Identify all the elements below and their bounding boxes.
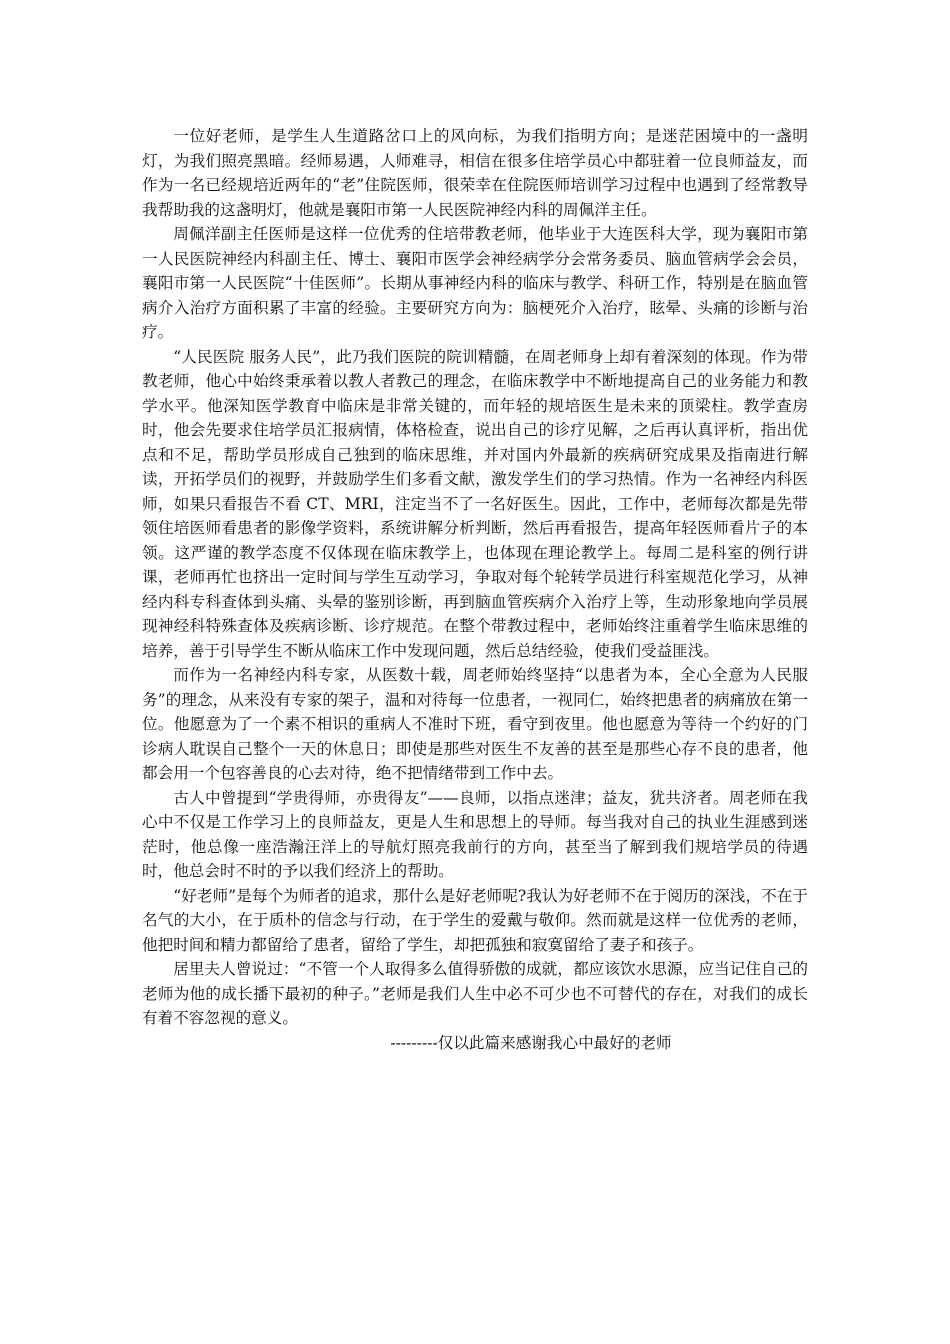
paragraph-conclusion: 居里夫人曾说过：“不管一个人取得多么值得骄傲的成就，都应该饮水思源，应当记住自己的老师为他的成长播下最初的种子。”老师是我们人生中必不可少也不可替代的存在，对我们的成长有着不容忽视的意义。 [142,960,808,1027]
paragraph-biography: 周佩洋副主任医师是这样一位优秀的住培带教老师，他毕业于大连医科大学，现为襄阳市第一人民医院神经内科副主任、博士、襄阳市医学会神经病学分会常务委员、脑血管病学会会员，襄阳市第一人民医院“十佳医师”。长期从事神经内科的临床与教学、科研工作，特别是在脑血管病介入治疗方面积累了丰富的经验。主要研究方向为：脑梗死介入治疗，眩晕、头痛的诊断与治疗。 [142,225,808,341]
paragraph-patient-care: 而作为一名神经内科专家，从医数十载，周老师始终坚持“以患者为本，全心全意为人民服务”的理念，从来没有专家的架子，温和对待每一位患者，一视同仁，始终把患者的病痛放在第一位。他愿意为了一个素不相识的重病人不准时下班，看守到夜里。他也愿意为等待一个约好的门诊病人耽误自己整个一天的休息日；即使是那些对医生不友善的甚至是那些心存不良的患者，他都会用一个包容善良的心去对待，绝不把情绪带到工作中去。 [142,666,808,782]
paragraph-mentor: 古人中曾提到“学贵得师，亦贵得友”——良师，以指点迷津；益友，犹共济者。周老师在我心中不仅是工作学习上的良师益友，更是人生和思想上的导师。每当我对自己的执业生涯感到迷茫时，他总像一座浩瀚汪洋上的导航灯照亮我前行的方向，甚至当了解到我们规培学员的待遇时，他总会时不时的予以我们经济上的帮助。 [142,788,808,880]
document-body [142,124,808,1055]
paragraph-good-teacher: “好老师”是每个为师者的追求，那什么是好老师呢?我认为好老师不在于阅历的深浅，不在于名气的大小，在于质朴的信念与行动，在于学生的爱戴与敬仰。然而就是这样一位优秀的老师，他把时间和精力都留给了患者，留给了学生，却把孤独和寂寞留给了妻子和孩子。 [142,886,808,954]
closing-line: ---------仅以此篇来感谢我心中最好的老师 [390,1033,672,1052]
paragraph-teaching: “人民医院 服务人民”，此乃我们医院的院训精髓，在周老师身上却有着深刻的体现。作为带教老师，他心中始终秉承着以教人者教己的理念，在临床教学中不断地提高自己的业务能力和教学水平。他深知医学教育中临床是非常关键的，而年轻的规培医生是未来的顶梁柱。教学查房时，他会先要求住培学员汇报病情，体格检查，说出自己的诊疗见解，之后再认真评析，指出优点和不足，帮助学员形成自己独到的临床思维，并对国内外最新的疾病研究成果及指南进行解读，开拓学员们的视野，并鼓励学生们多看文献，激发学生们的学习热情。作为一名神经内科医师，如果只看报告不看 CT、MRI，注定当不了一名好医生。因此，工作中，老师每次都是先带领住培医师看患者的影像学资料，系统讲解分析判断，然后再看报告，提高年轻医师看片子的本领。这严谨的教学态度不仅体现在临床教学上，也体现在理论教学上。每周二是科室的例行讲课，老师再忙也挤出一定时间与学生互动学习，争取对每个轮转学员进行科室规范化学习，从神经内科专科查体到头痛、头晕的鉴别诊断，再到脑血管疾病介入治疗上等，生动形象地向学员展现神经科特殊查体及疾病诊断、诊疗规范。在整个带教过程中，老师始终注重着学生临床思维的培养，善于引导学生不断从临床工作中发现问题，然后总结经验，使我们受益匪浅。 [142,347,808,660]
paragraph-intro: 一位好老师，是学生人生道路岔口上的风向标，为我们指明方向；是迷茫困境中的一盏明灯，为我们照亮黑暗。经师易遇，人师难寻，相信在很多住培学员心中都驻着一位良师益友，而作为一名已经规培近两年的“老”住院医师，很荣幸在住院医师培训学习过程中也遇到了经常教导我帮助我的这盏明灯，他就是襄阳市第一人民医院神经内科的周佩洋主任。 [142,127,808,219]
